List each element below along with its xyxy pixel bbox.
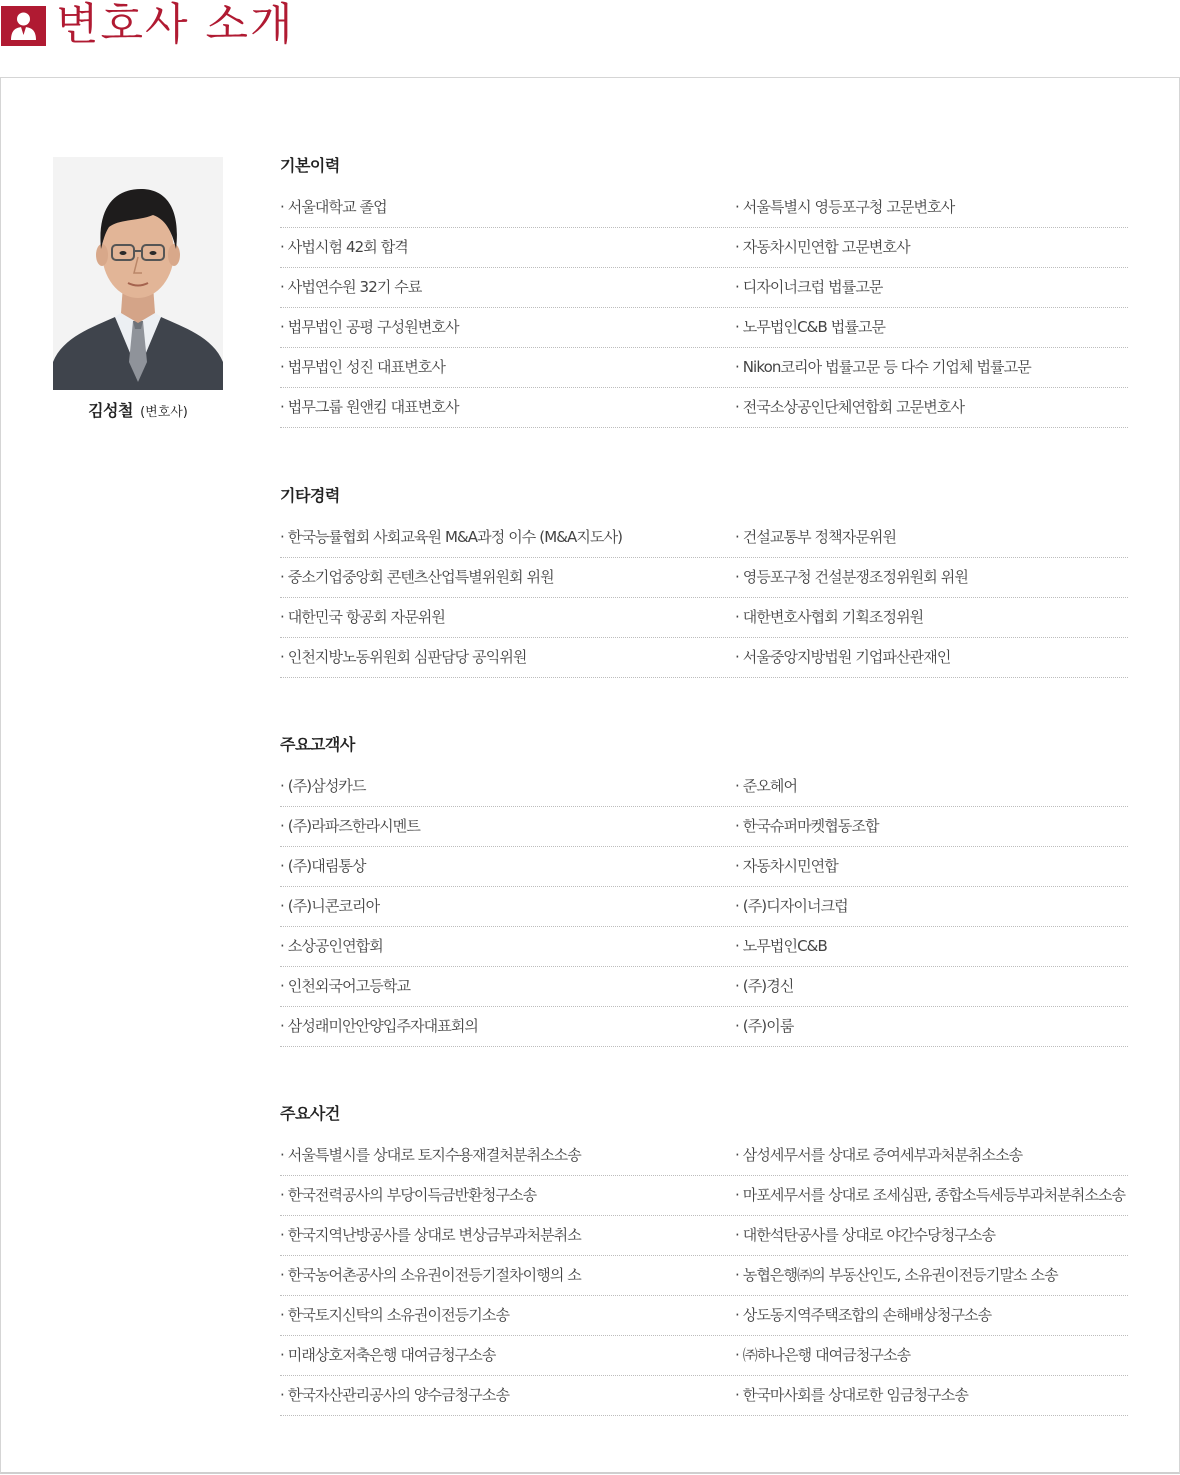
list-item: · 삼성세무서를 상대로 증여세부과처분취소소송	[735, 1146, 1023, 1164]
list-item: · Nikon코리아 법률고문 등 다수 기업체 법률고문	[735, 358, 1031, 376]
table-row	[280, 227, 1128, 268]
list-item: · 서울중앙지방법원 기업파산관재인	[735, 648, 951, 666]
list-item: · (주)니콘코리아	[280, 897, 380, 915]
list-item: · 서울대학교 졸업	[280, 198, 387, 216]
table-row	[280, 387, 1128, 428]
list-item: · 한국마사회를 상대로한 임금청구소송	[735, 1386, 968, 1404]
list-item: · 한국농어촌공사의 소유권이전등기절차이행의 소	[280, 1266, 581, 1284]
list-item: · 소상공인연합회	[280, 937, 383, 955]
section-title: 주요사건	[280, 1104, 340, 1123]
list-item: · 삼성래미안안양입주자대표회의	[280, 1017, 478, 1035]
list-item: · 한국슈퍼마켓협동조합	[735, 817, 879, 835]
list-item: · 법무그룹 원앤킴 대표변호사	[280, 398, 459, 416]
list-item: · 한국지역난방공사를 상대로 변상금부과처분취소	[280, 1226, 581, 1244]
list-item: · 대한석탄공사를 상대로 야간수당청구소송	[735, 1226, 996, 1244]
page-title: 변호사 소개	[56, 0, 295, 50]
table-row	[280, 1335, 1128, 1376]
list-item: · 노무법인C&B	[735, 937, 827, 955]
section-title: 주요고객사	[280, 735, 355, 754]
list-item: · 농협은행㈜의 부동산인도, 소유권이전등기말소 소송	[735, 1266, 1058, 1284]
table-row	[280, 1295, 1128, 1336]
list-item: · 사법시험 42회 합격	[280, 238, 408, 256]
list-item: · 한국자산관리공사의 양수금청구소송	[280, 1386, 510, 1404]
list-item: · (주)이룸	[735, 1017, 794, 1035]
table-row	[280, 187, 1128, 228]
list-item: · 인천외국어고등학교	[280, 977, 411, 995]
list-item: · 건설교통부 정책자문위원	[735, 528, 897, 546]
list-item: · 상도동지역주택조합의 손해배상청구소송	[735, 1306, 992, 1324]
table-row	[280, 267, 1128, 308]
lawyer-name-line	[53, 398, 223, 421]
user-icon	[1, 6, 46, 46]
list-item: · 한국토지신탁의 소유권이전등기소송	[280, 1306, 510, 1324]
table-row	[280, 1215, 1128, 1256]
list-item: · ㈜하나은행 대여금청구소송	[735, 1346, 911, 1364]
table-row	[280, 926, 1128, 967]
section-title: 기타경력	[280, 486, 340, 505]
table-row	[280, 637, 1128, 678]
list-item: · 마포세무서를 상대로 조세심판, 종합소득세등부과처분취소소송	[735, 1186, 1126, 1204]
list-item: · 영등포구청 건설분쟁조정위원회 위원	[735, 568, 968, 586]
table-row	[280, 1175, 1128, 1216]
table-row	[280, 966, 1128, 1007]
table-row	[280, 1375, 1128, 1416]
list-item: · 인천지방노동위원회 심판담당 공익위원	[280, 648, 527, 666]
list-item: · 전국소상공인단체연합회 고문변호사	[735, 398, 965, 416]
list-item: · 서울특별시 영등포구청 고문변호사	[735, 198, 955, 216]
table-row	[280, 1135, 1128, 1176]
list-item: · (주)디자이너크럽	[735, 897, 848, 915]
lawyer-name: 김성철	[88, 401, 133, 420]
table-row	[280, 846, 1128, 887]
list-item: · (주)삼성카드	[280, 777, 366, 795]
list-item: · 준오헤어	[735, 777, 798, 795]
table-row	[280, 307, 1128, 348]
section-title: 기본이력	[280, 156, 340, 175]
list-item: · 자동차시민연합	[735, 857, 838, 875]
list-item: · 자동차시민연합 고문변호사	[735, 238, 910, 256]
list-item: · 법무법인 공평 구성원변호사	[280, 318, 459, 336]
table-row	[280, 597, 1128, 638]
list-item: · (주)경신	[735, 977, 794, 995]
table-row	[280, 766, 1128, 807]
table-row	[280, 886, 1128, 927]
list-item: · 대한변호사협회 기획조정위원	[735, 608, 924, 626]
list-item: · 디자이너크럽 법률고문	[735, 278, 883, 296]
list-item: · 중소기업중앙회 콘텐츠산업특별위원회 위원	[280, 568, 554, 586]
table-row	[280, 806, 1128, 847]
list-item: · (주)라파즈한라시멘트	[280, 817, 420, 835]
list-item: · 한국전력공사의 부당이득금반환청구소송	[280, 1186, 537, 1204]
lawyer-photo	[53, 157, 223, 390]
table-row	[280, 557, 1128, 598]
table-row	[280, 1006, 1128, 1047]
table-row	[280, 517, 1128, 558]
page-header	[0, 0, 1180, 60]
list-item: · 서울특별시를 상대로 토지수용재결처분취소소송	[280, 1146, 581, 1164]
list-item: · 미래상호저축은행 대여금청구소송	[280, 1346, 496, 1364]
list-item: · 사법연수원 32기 수료	[280, 278, 422, 296]
list-item: · 한국능률협회 사회교육원 M&A과정 이수 (M&A지도사)	[280, 528, 623, 546]
table-row	[280, 347, 1128, 388]
list-item: · 대한민국 항공회 자문위원	[280, 608, 445, 626]
list-item: · 노무법인C&B 법률고문	[735, 318, 886, 336]
list-item: · (주)대림통상	[280, 857, 366, 875]
table-row	[280, 1255, 1128, 1296]
lawyer-role: (변호사)	[140, 405, 188, 420]
list-item: · 법무법인 성진 대표변호사	[280, 358, 445, 376]
